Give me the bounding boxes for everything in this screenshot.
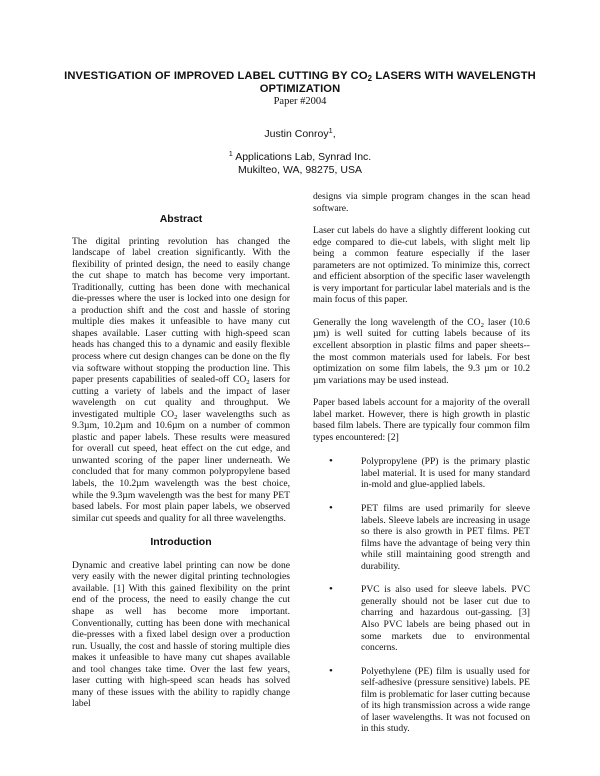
body-paragraph-2: Laser cut labels do have a slightly different looking cut edge compared to die-cut labels, with slight melt lip being a common feature especially if the laser parameters are not optimized. To minimize this, correct and efficient absorption of the specific laser wavelength is very important for particular label materials and is the main focus of this paper. xyxy=(313,225,530,306)
bullet-icon: • xyxy=(329,455,333,468)
abstract-text: The digital printing revolution has changed the landscape of label creation significantly. With the flexibility of printed design, the need to easily change the cut shape to match has become very important. Traditionally, cutting has been done with mechanical die-presses where the user is locked into one design for a production shift and the cost and hassle of storing multiple dies makes it unfeasible to have many cut shapes available. Laser cutting with high-speed scan heads has changed this to a dynamic and easily flexible process where cut design changes can be done on the fly via software without stopping the production line. This paper presents capabilities of sealed-off $CO_2$ lasers for cutting a variety of labels and the impact of laser wavelength on cut quality and throughput. We investigated multiple $CO_2$ laser wavelengths such as 9.3µm, 10.2µm and 10.6µm on a number of common plastic and paper labels. These results were measured for overall cut speed, heat effect on the cut edge, and unwanted scoring of the paper liner underneath. We concluded that for many common polypropylene based labels, the 10.2µm wavelength was the best choice, while the 9.3µm wavelength was the best for many PET based labels. For most plain paper labels, we observed similar cut speeds and quality for all three wavelengths. xyxy=(72,235,291,524)
list-item: • Polyethylene (PE) film is usually used for self-adhesive (pressure sensitive) labels. PE film is problematic for laser cutting because of its high transmission across a wide range of laser wavelengths. It was not focused on in this study. xyxy=(329,664,530,735)
list-item: • PVC is also used for sleeve labels. PVC generally should not be laser cut due to charring and hazardous out-gassing. [3] Also PVC labels are being phased out in some markets due to environmental concerns. xyxy=(329,583,530,654)
body-paragraph-4: Paper based labels account for a majority of the overall label market. However, there is high growth in plastic based film labels. There are typically four common film types encountered: [2] xyxy=(313,397,530,443)
list-item: • PET films are used primarily for sleeve labels. Sleeve labels are increasing in usage so there is also growth in PET films. PET films have the advantage of being very thin while still maintaining good strength and durability. xyxy=(329,502,530,572)
bullet-icon: • xyxy=(329,502,333,515)
affiliation: $^1$ Applications Lab, Synrad Inc. Mukilteo, WA, 98275, USA xyxy=(228,149,372,176)
abstract-heading: Abstract xyxy=(159,213,203,225)
left-column xyxy=(72,0,290,710)
body-paragraph-3: Generally the long wavelength of the $CO_2$ laser (10.6 µm) is well suited for cutting labels because of its excellent absorption in plastic films and paper sheets--the most common materials used for labels. For best optimization on some film labels, the 9.3 µm or 10.2 µm variations may be used instead. xyxy=(313,316,530,386)
film-types-list xyxy=(313,456,530,734)
introduction-heading: Introduction xyxy=(150,536,212,549)
bullet-icon: • xyxy=(329,583,333,596)
bullet-icon: • xyxy=(329,664,333,677)
author-line: Justin Conroy$^1$, xyxy=(264,126,336,140)
author-affil-mark: 1 xyxy=(328,126,333,135)
author-name: Justin Conroy xyxy=(264,128,329,140)
paper-number: Paper #2004 xyxy=(273,96,327,107)
list-item: • Polypropylene (PP) is the primary plastic label material. It is used for many standard in-mold and glue-applied labels. xyxy=(329,455,530,491)
body-paragraph-1: designs via simple program changes in the scan head software. xyxy=(313,191,530,214)
paper-title: INVESTIGATION OF IMPROVED LABEL CUTTING BY $CO_2$ LASERS WITH WAVELENGTH OPTIMIZATION xyxy=(64,70,536,95)
right-column xyxy=(313,0,530,735)
introduction-text: Dynamic and creative label printing can now be done very easily with the newer digital printing technologies available. [1] With this gained flexibility on the print end of the process, the need to easily change the cut shape as well has become more important. Conventionally, cutting has been done with mechanical die-presses with a fixed label design over a production run. Usually, the cost and hassle of storing multiple dies makes it unfeasible to have many cut shapes available and tool changes take time. Over the last few years, laser cutting with high-speed scan heads has solved many of these issues with the ability to rapidly change label xyxy=(72,559,290,710)
